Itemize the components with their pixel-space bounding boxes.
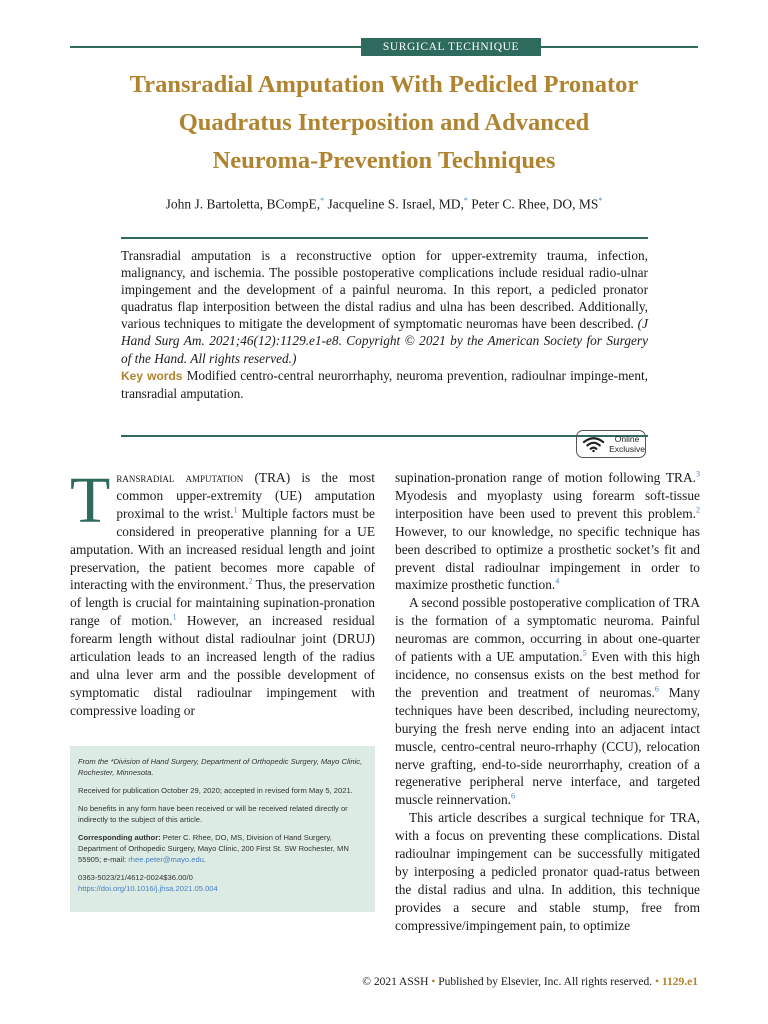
body-paragraph bbox=[70, 464, 375, 720]
affiliation-mark[interactable]: * bbox=[320, 196, 325, 205]
abstract-citation: (J Hand Surg Am. 2021;46(12):1129.e1-e8. Copyright © 2021 by the American Society for Surgery of the Hand. All rights reserved.) bbox=[121, 316, 648, 366]
benefits-statement: No benefits in any form have been received or will be received related directly or indirectly to the subject of this article. bbox=[78, 804, 348, 824]
abstract-box bbox=[121, 237, 648, 454]
body-paragraph bbox=[395, 469, 700, 594]
corresponding-end: . bbox=[203, 855, 207, 864]
title-line: Transradial Amputation With Pedicled Pronator bbox=[129, 71, 639, 98]
copyright: © 2021 ASSH bbox=[362, 976, 429, 988]
badge-line: Exclusive bbox=[609, 444, 645, 454]
separator-dot: • bbox=[431, 976, 436, 988]
affiliation-mark[interactable]: * bbox=[463, 196, 468, 205]
wifi-icon bbox=[582, 435, 605, 453]
body-text: Multiple factors must be considered in preoperative planning for a UE amputation. With an increased residual length and joint preservation, the patient becomes more capable of interacting with the environment. bbox=[70, 505, 375, 593]
lead-in: ransradial amputation bbox=[116, 470, 244, 485]
issn-doi bbox=[78, 872, 367, 894]
body-paragraph bbox=[395, 594, 700, 809]
body-text: Myodesis and myoplasty using forearm soft-tissue interposition have been used to prevent this problem. bbox=[395, 487, 700, 521]
keywords-text: Modified centro-central neurorrhaphy, neuroma prevention, radioulnar impinge-ment, transradial amputation. bbox=[121, 368, 648, 402]
reference-link[interactable]: 1 bbox=[172, 612, 177, 622]
affiliation-mark[interactable]: * bbox=[598, 196, 603, 205]
title-line: Neuroma-Prevention Techniques bbox=[212, 147, 556, 174]
abstract-text: Transradial amputation is a reconstructive option for upper-extremity trauma, infection, malignancy, and ischemia. The possible postoperative complications include residual radio-ulnar impingement and the development of a painful neuroma. In this report, a pedicled pronator quadratus flap interposition between the distal radius and ulna has been described. Additionally, various techniques to mitigate the development of symptomatic neuromas have been described. bbox=[121, 248, 648, 332]
reference-link[interactable]: 6 bbox=[654, 684, 659, 694]
author-list bbox=[70, 196, 698, 213]
badge-text bbox=[609, 434, 645, 454]
article-title bbox=[70, 66, 698, 180]
reference-link[interactable]: 2 bbox=[248, 576, 253, 586]
body-column-right bbox=[395, 469, 700, 935]
reference-link[interactable]: 2 bbox=[696, 505, 700, 515]
separator-dot: • bbox=[654, 976, 660, 988]
body-text: However, to our knowledge, no specific technique has been described to optimize a prosthetic socket’s fit and prevent distal radioulnar impingement in order to maximize prosthetic function. bbox=[395, 523, 700, 593]
corresponding-text: Peter C. Rhee, DO, MS, Division of Hand Surgery, Department of Orthopedic Surgery, Mayo Clinic, 200 First St. SW Rochester, MN 55905; e-mail: bbox=[78, 833, 349, 864]
badge-line: Online bbox=[614, 434, 640, 444]
body-text: Even with this high incidence, no consensus exists on the best method for the prevention and treatment of neuromas. bbox=[395, 649, 700, 700]
affiliation-box bbox=[70, 746, 375, 912]
section-label: SURGICAL TECHNIQUE bbox=[361, 38, 541, 56]
keywords-label: Key words bbox=[121, 369, 183, 383]
page-number: 1129.e1 bbox=[661, 976, 698, 988]
reference-link[interactable]: 3 bbox=[696, 469, 700, 479]
issn: 0363-5023/21/4612-0024$36.00/0 bbox=[78, 873, 193, 882]
body-paragraph: This article describes a surgical technique for TRA, with a focus on preventing these complications. Distal radioulnar impingement can be successfully mitigated by interposing a pedicled pronator quad-ratus between the distal radius and ulna. In addition, this technique provides a secure and stable stump, free from compressive/impingement pain, to optimize bbox=[395, 810, 700, 933]
body-text: Thus, the preservation of length is crucial for maintaining supination-pronation range of motion. bbox=[70, 577, 375, 629]
section-header bbox=[70, 38, 698, 56]
keywords bbox=[121, 367, 648, 402]
affiliation-from: From the *Division of Hand Surgery, Department of Orthopedic Surgery, Mayo Clinic, Rochester, Minnesota. bbox=[78, 757, 363, 777]
body-text: supination-pronation range of motion following TRA. bbox=[395, 470, 696, 485]
received-dates: Received for publication October 29, 2020; accepted in revised form May 5, 2021. bbox=[78, 786, 353, 795]
author-name: Jacqueline S. Israel, MD, bbox=[327, 196, 464, 212]
reference-link[interactable]: 5 bbox=[582, 648, 587, 658]
title-line: Quadratus Interposition and Advanced bbox=[178, 109, 590, 136]
drop-cap: T bbox=[70, 464, 111, 537]
author-name: Peter C. Rhee, DO, MS bbox=[471, 196, 599, 212]
online-exclusive-badge[interactable] bbox=[576, 430, 646, 458]
body-column-left bbox=[70, 464, 375, 720]
corresponding-author bbox=[78, 832, 367, 865]
body-text: (TRA) is the most common upper-extremity (UE) amputation proximal to the wrist. bbox=[116, 470, 375, 521]
reference-link[interactable]: 4 bbox=[555, 576, 560, 586]
doi-link[interactable]: https://doi.org/10.1016/j.jhsa.2021.05.004 bbox=[78, 884, 218, 893]
body-text: However, an increased residual forearm length without distal radioulnar joint (DRUJ) articulation leads to an increased length of the radius and ulna lever arm and the possible development of symptomatic distal radioulnar impingement with compressive loading or bbox=[70, 613, 375, 718]
body-text: Many techniques have been described, including neurectomy, burying the fresh nerve ending into an adjacent intact muscle, centro-central neuro-rrhaphy (CCU), relocation nerve grafting, end-to-side neurorrhaphy, creation of a regenerative peripheral nerve interface, and targeted muscle reinnervation. bbox=[395, 684, 700, 808]
email-link[interactable]: rhee.peter@mayo.edu bbox=[128, 855, 204, 864]
reference-link[interactable]: 6 bbox=[511, 791, 516, 801]
body-text: A second possible postoperative complication of TRA is the formation of a symptomatic neuroma. Painful neuromas are common, occurring in about one-quarter of patients with a UE amputation. bbox=[395, 595, 700, 665]
publisher: Published by Elsevier, Inc. All rights reserved. bbox=[438, 976, 653, 988]
abstract bbox=[121, 247, 648, 367]
author-name: John J. Bartoletta, BCompE, bbox=[165, 196, 321, 212]
corresponding-label: Corresponding author: bbox=[78, 833, 161, 842]
page-footer bbox=[70, 976, 698, 988]
reference-link[interactable]: 1 bbox=[233, 505, 238, 515]
